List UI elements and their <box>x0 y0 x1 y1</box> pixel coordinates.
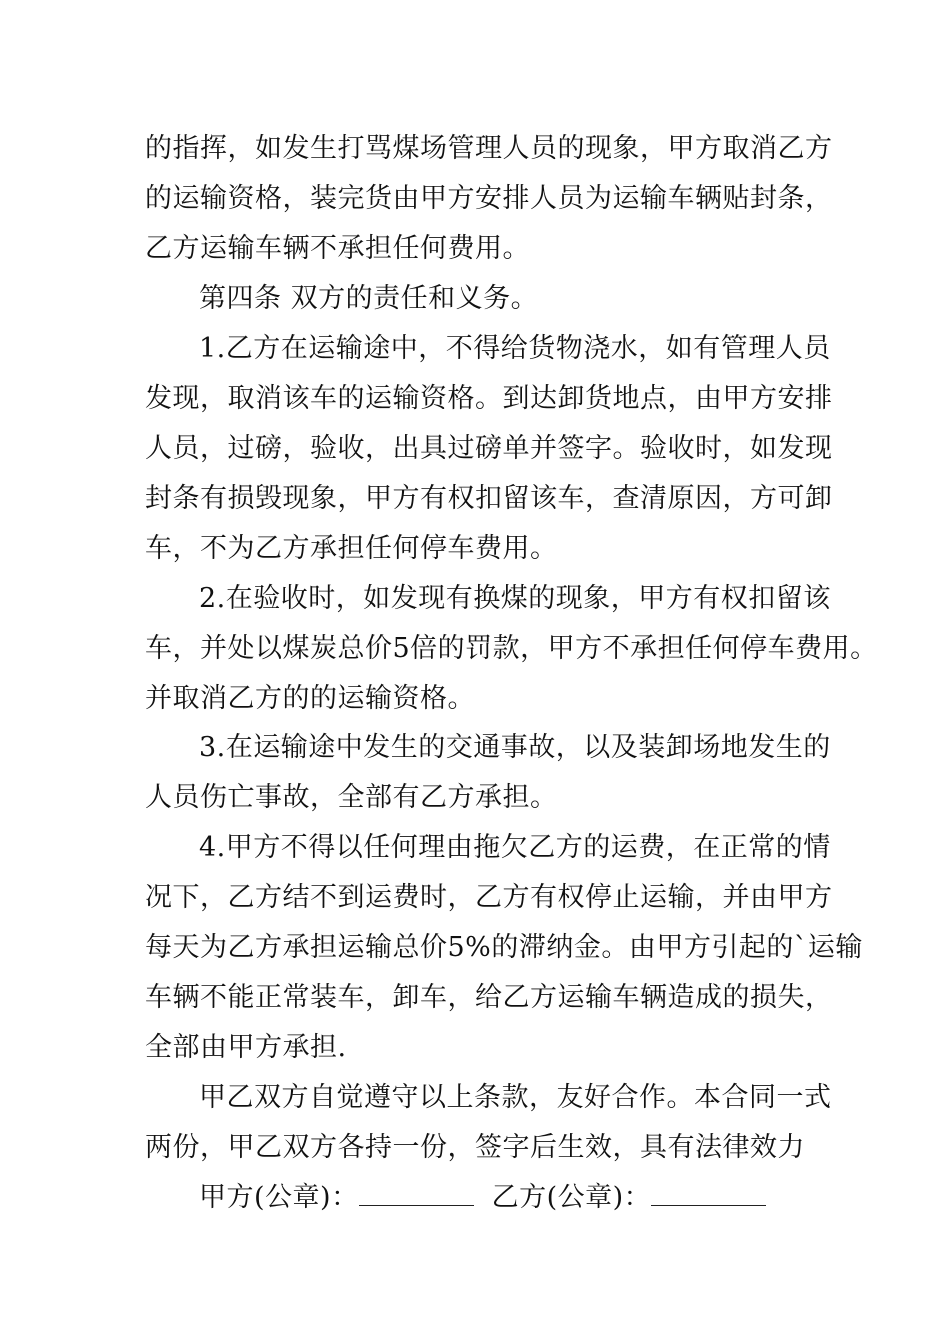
text-line: 每天为乙方承担运输总价5%的滞纳金。由甲方引起的`运输 <box>145 932 863 963</box>
text-line: 发现，取消该车的运输资格。到达卸货地点，由甲方安排 <box>145 383 833 414</box>
article-heading: 第四条 双方的责任和义务。 <box>199 283 539 314</box>
text-line: 车，并处以煤炭总价5倍的罚款，甲方不承担任何停车费用。 <box>145 633 878 664</box>
text-line: 并取消乙方的的运输资格。 <box>145 683 475 714</box>
party-b-label: 乙方(公章)： <box>491 1182 652 1213</box>
text-line: 2.在验收时，如发现有换煤的现象，甲方有权扣留该 <box>199 583 831 614</box>
text-line: 人员，过磅，验收，出具过磅单并签字。验收时，如发现 <box>145 433 833 464</box>
text-line: 两份，甲乙双方各持一份，签字后生效，具有法律效力 <box>145 1132 805 1163</box>
text-line: 甲乙双方自觉遵守以上条款，友好合作。本合同一式 <box>199 1082 832 1113</box>
text-line: 3.在运输途中发生的交通事故，以及装卸场地发生的 <box>199 732 831 763</box>
text-line: 况下，乙方结不到运费时，乙方有权停止运输，并由甲方 <box>145 882 833 913</box>
text-line: 车，不为乙方承担任何停车费用。 <box>145 533 558 564</box>
text-line: 的运输资格，装完货由甲方安排人员为运输车辆贴封条， <box>145 183 833 214</box>
text-line: 的指挥，如发生打骂煤场管理人员的现象，甲方取消乙方 <box>145 133 833 164</box>
text-line: 全部由甲方承担. <box>145 1032 347 1063</box>
text-line: 人员伤亡事故，全部有乙方承担。 <box>145 782 558 813</box>
party-a-signature-blank[interactable] <box>359 1183 474 1206</box>
text-line: 1.乙方在运输途中，不得给货物浇水，如有管理人员 <box>199 333 831 364</box>
party-b-signature-blank[interactable] <box>651 1183 766 1206</box>
text-line: 封条有损毁现象，甲方有权扣留该车，查清原因，方可卸 <box>145 483 833 514</box>
text-line: 4.甲方不得以任何理由拖欠乙方的运费，在正常的情 <box>199 832 831 863</box>
signature-line <box>199 1181 784 1215</box>
party-a-label: 甲方(公章)： <box>199 1182 359 1213</box>
text-line: 乙方运输车辆不承担任何费用。 <box>145 233 530 264</box>
text-line: 车辆不能正常装车，卸车，给乙方运输车辆造成的损失， <box>145 982 833 1013</box>
